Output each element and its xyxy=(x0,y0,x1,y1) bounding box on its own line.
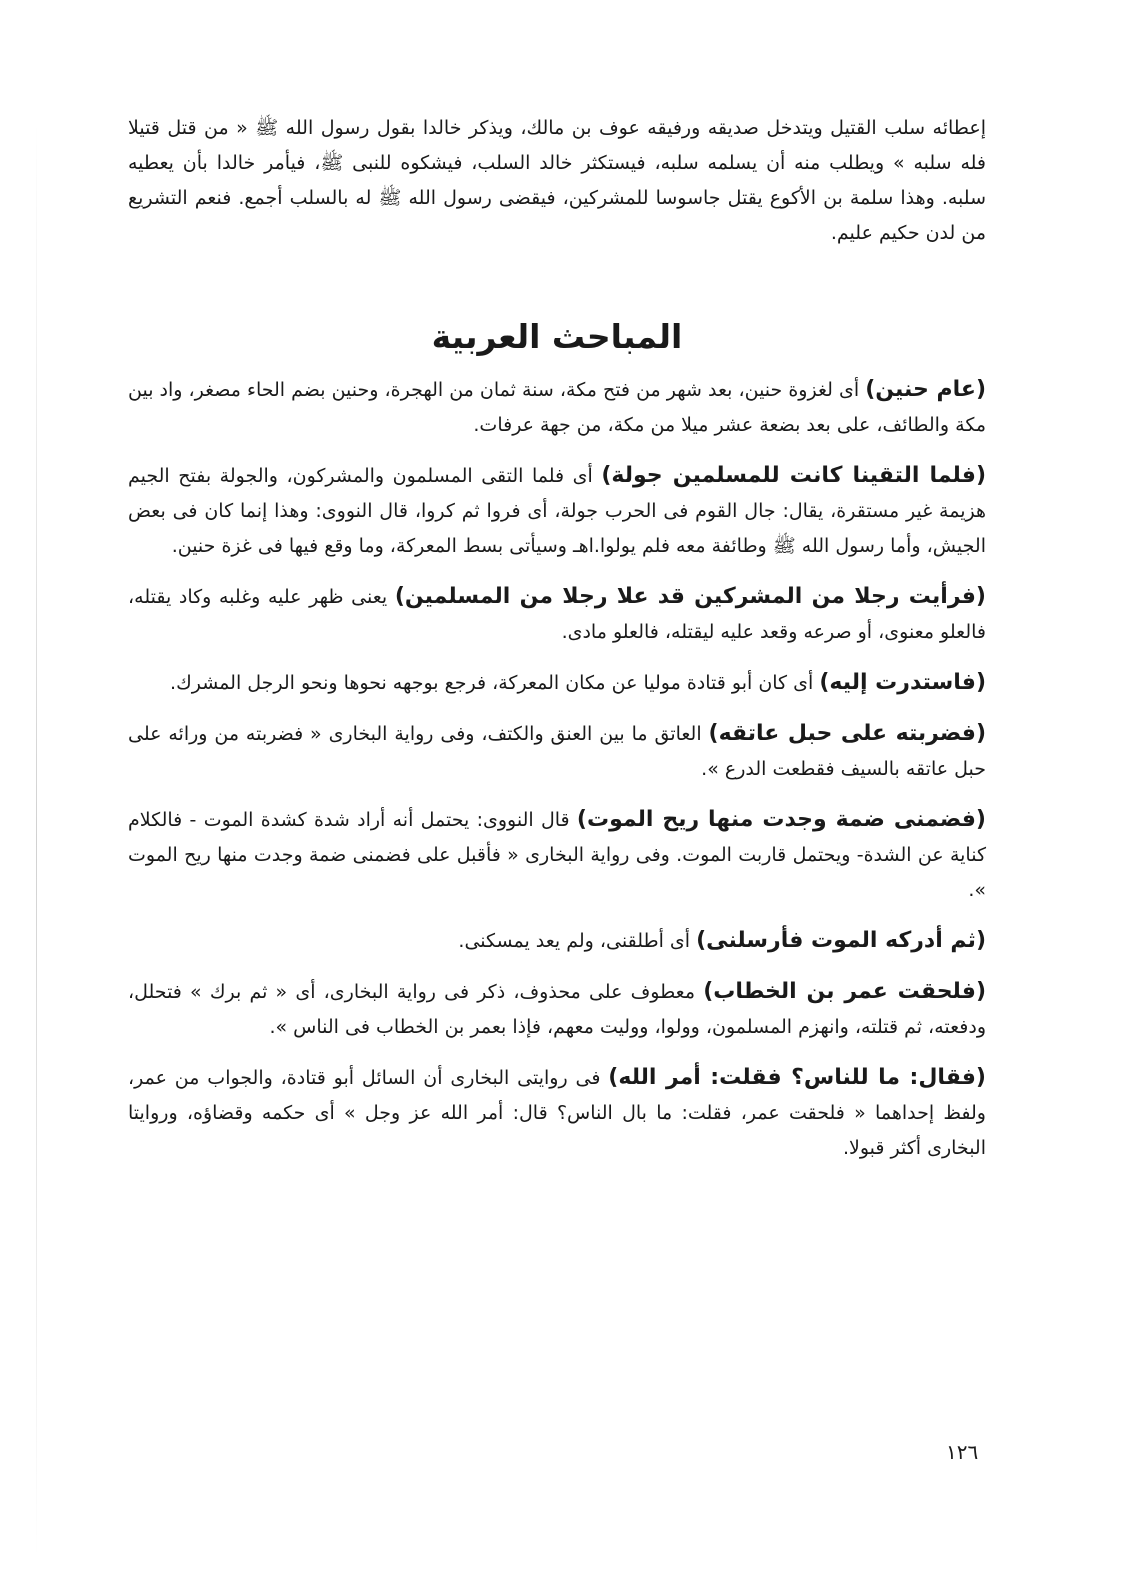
entry-faraaytu-rajulan xyxy=(128,579,986,650)
entry-term: (فاستدرت إليه) xyxy=(819,670,986,695)
entry-term: (فضربته على حبل عاتقه) xyxy=(708,721,987,746)
entry-text: أى أطلقنى، ولم يعد يمسكنى. xyxy=(458,930,697,952)
entry-term: (فقال: ما للناس؟ فقلت: أمر الله) xyxy=(608,1065,986,1090)
entry-falahiqtu-umar xyxy=(128,974,986,1045)
entry-text: أى كان أبو قتادة موليا عن مكان المعركة، فرجع بوجهه نحوها ونحو الرجل المشرك. xyxy=(170,672,820,694)
entry-falamma-iltaqayna xyxy=(128,458,986,564)
entry-term: (ثم أدركه الموت فأرسلنى) xyxy=(696,928,986,953)
entry-term: (عام حنين) xyxy=(865,377,987,402)
entry-term: (فلحقت عمر بن الخطاب) xyxy=(703,979,986,1004)
page-number: ١٢٦ xyxy=(946,1440,979,1464)
scan-edge-shadow xyxy=(36,120,37,1560)
entry-term: (فرأيت رجلا من المشركين قد علا رجلا من المسلمين) xyxy=(394,584,986,609)
entry-text: قال النووى: يحتمل أنه أراد شدة كشدة الموت - فالكلام كناية عن الشدة- ويحتمل قاربت الموت. وفى رواية البخارى « فأقبل على فضمنى ضمة وجدت منها ريح الموت ». xyxy=(128,809,986,901)
entry-term: (فلما التقينا كانت للمسلمين جولة) xyxy=(601,463,986,488)
section-heading: المباحث العربية xyxy=(431,317,683,357)
entry-thumma-adrakahu xyxy=(128,923,986,959)
entry-text: معطوف على محذوف، ذكر فى رواية البخارى، أى « ثم برك » فتحلل، ودفعته، ثم قتلته، وانهزم المسلمون، وولوا، ووليت معهم، فإذا بعمر بن الخطاب فى الناس ». xyxy=(128,981,986,1038)
entry-faqala-ma-linnas xyxy=(128,1060,986,1166)
entry-fastadartu xyxy=(128,665,986,701)
entry-term: (فضمنى ضمة وجدت منها ريح الموت) xyxy=(576,807,986,832)
entry-text: أى لغزوة حنين، بعد شهر من فتح مكة، سنة ثمان من الهجرة، وحنين بضم الحاء مصغر، واد بين مكة والطائف، على بعد بضعة عشر ميلا من مكة، من جهة عرفات. xyxy=(128,379,986,436)
entry-am-hunain xyxy=(128,372,986,443)
entry-text: فى روايتى البخارى أن السائل أبو قتادة، والجواب من عمر، ولفظ إحداهما « فلحقت عمر، فقلت: ما بال الناس؟ قال: أمر الله عز وجل » أى حكمه وقضاؤه، وروايتا البخارى أكثر قبولا. xyxy=(128,1067,986,1159)
entry-text: يعنى ظهر عليه وغلبه وكاد يقتله، فالعلو معنوى، أو صرعه وقعد عليه ليقتله، فالعلو مادى. xyxy=(128,586,986,643)
entry-text: العاتق ما بين العنق والكتف، وفى رواية البخارى « فضربته من ورائه على حبل عاتقه بالسيف فقطعت الدرع ». xyxy=(128,723,986,780)
glossary-entries xyxy=(128,372,986,1181)
entry-fadarabtuhu xyxy=(128,716,986,787)
entry-text: أى فلما التقى المسلمون والمشركون، والجولة بفتح الجيم هزيمة غير مستقرة، يقال: جال القوم فى الحرب جولة، أى فروا ثم كروا، قال النووى: وهذا إنما كان فى بعض الجيش، وأما رسول الله ﷺ وطائفة معه فلم يولوا.اهـ وسيأتى بسط المعركة، وما وقع فيها فى غزة حنين. xyxy=(128,465,986,557)
intro-paragraph: إعطائه سلب القتيل ويتدخل صديقه ورفيقه عوف بن مالك، ويذكر خالدا بقول رسول الله ﷺ « من قتل قتيلا فله سلبه » ويطلب منه أن يسلمه سلبه، فيستكثر خالد السلب، فيشكوه للنبى ﷺ، فيأمر خالدا بأن يعطيه سلبه. وهذا سلمة بن الأكوع يقتل جاسوسا للمشركين، فيقضى رسول الله ﷺ له بالسلب أجمع. فنعم التشريع من لدن حكيم عليم. xyxy=(128,117,986,244)
entry-fadammani xyxy=(128,802,986,908)
